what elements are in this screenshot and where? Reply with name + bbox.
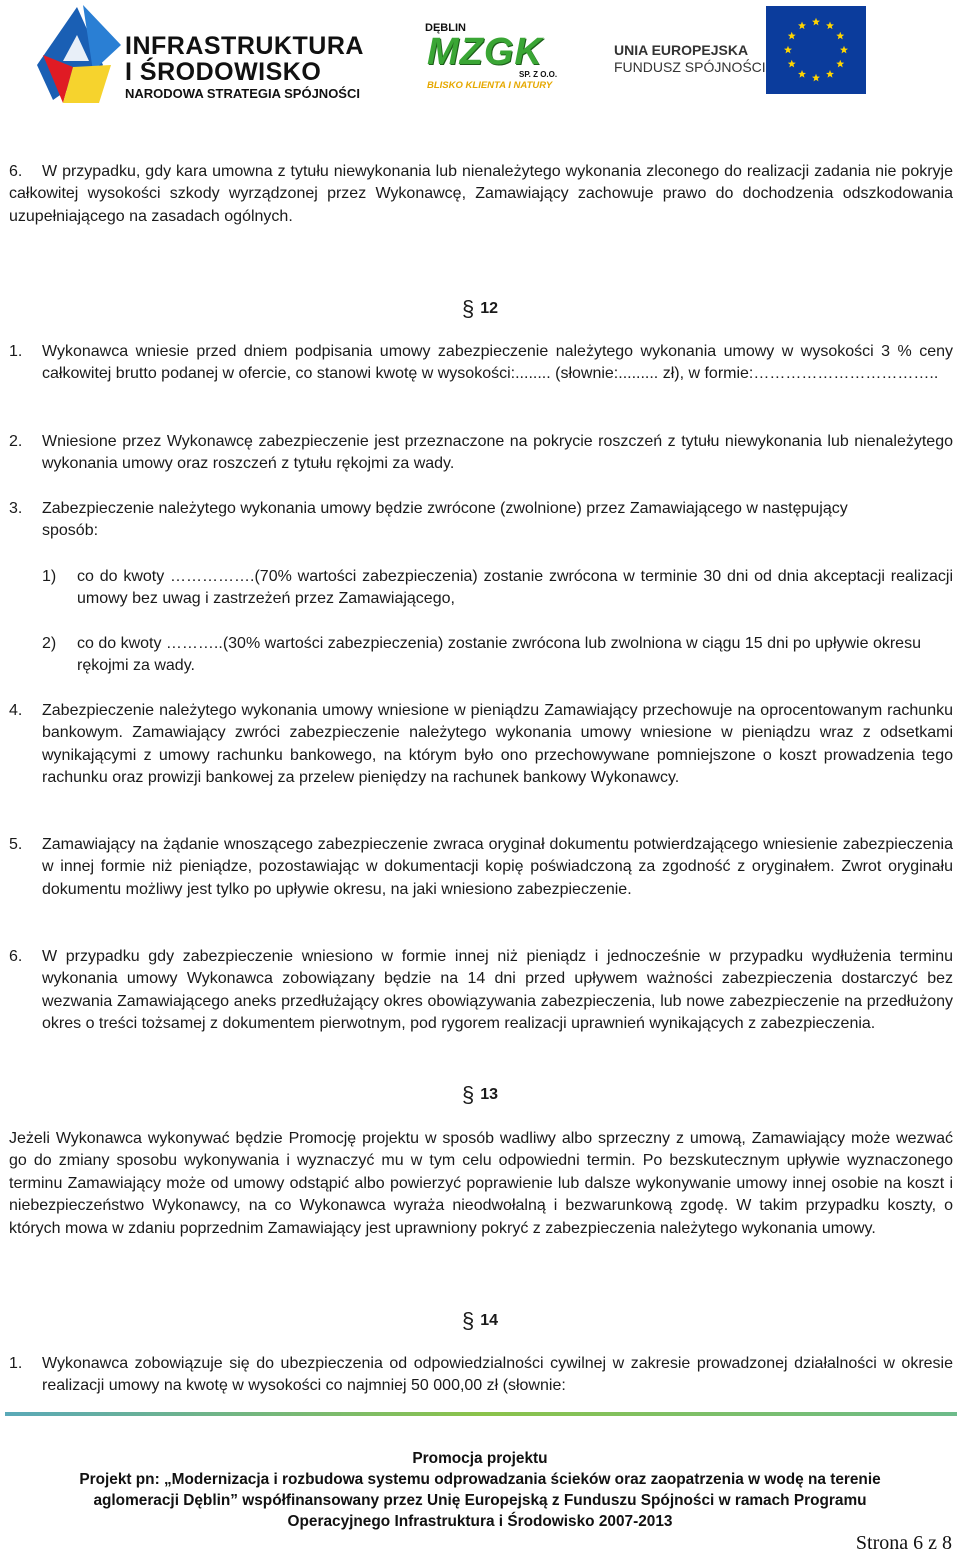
footer-line3: aglomeracji Dęblin” współfinansowany przez Unię Europejską z Funduszu Spójności w ramach Programu xyxy=(93,1492,867,1509)
paragraph-number: 2) xyxy=(42,635,57,652)
logo-is-line3: NARODOWA STRATEGIA SPÓJNOŚCI xyxy=(125,86,360,101)
logo-ue-line1: UNIA EUROPEJSKA xyxy=(614,42,749,58)
paragraph-12-5 xyxy=(9,834,953,901)
paragraph-6-penalty xyxy=(9,161,953,228)
section-number: 14 xyxy=(480,1312,499,1329)
footer-line4: Operacyjnego Infrastruktura i Środowisko 2007-2013 xyxy=(287,1513,673,1530)
paragraph-number: 1) xyxy=(42,568,57,585)
logo-mzgk-top: DĘBLIN xyxy=(425,22,466,34)
paragraph-text: W przypadku gdy zabezpieczenie wniesiono w formie innej niż pieniądz i jednocześnie w przypadku wydłużenia terminu wykonania umowy Wykonawca zobowiązany będzie na 14 dni przed upływem ważności zabezpieczenia dostarczyć bez wezwania Zamawiającego aneks przedłużający okres obowiązywania zabezpieczenia, lub nowe zabezpieczenie na przedłużony okres o treści tożsamej z dokumentem pierwotnym, pod rygorem realizacji uprawnień wynikających z zabezpieczenia. xyxy=(42,948,953,1033)
paragraph-text: co do kwoty …………….(70% wartości zabezpieczenia) zostanie zwrócona w terminie 30 dni od dnia akceptacji realizacji umowy bez uwag i zastrzeżeń przez Zamawiającego, xyxy=(77,568,953,608)
paragraph-14-1 xyxy=(9,1353,953,1398)
paragraph-number: 3. xyxy=(9,500,23,517)
eu-flag-icon xyxy=(766,6,866,94)
eu-star-icon xyxy=(826,70,834,78)
paragraph-12-4 xyxy=(9,700,953,790)
footer-line2: Projekt pn: „Modernizacja i rozbudowa systemu odprowadzania ścieków oraz zaopatrzenia w wodę na terenie xyxy=(79,1471,881,1488)
eu-star-icon xyxy=(798,70,806,78)
infrastruktura-srodowisko-logo xyxy=(33,5,363,105)
section-number: 12 xyxy=(480,300,499,317)
paragraph-13 xyxy=(9,1128,953,1240)
paragraph-text: Wykonawca wniesie przed dniem podpisania umowy zabezpieczenie należytego wykonania umowy w wysokości 3 % ceny całkowitej brutto podanej w ofercie, co stanowi kwotę w wysokości:........ (słownie:......... zł), w formie:…………………………….. xyxy=(42,343,953,383)
eu-star-icon xyxy=(798,22,806,30)
paragraph-text: W przypadku, gdy kara umowna z tytułu niewykonania lub nienależytego wykonania zleconego do realizacji zadania nie pokryje całkowitej wysokości szkody wyrządzonej przez Wykonawcę, Zamawiający zachowuje prawo do dochodzenia odszkodowania uzupełniającego na zasadach ogólnych. xyxy=(9,163,953,225)
page-number: Strona 6 z 8 xyxy=(855,1532,952,1554)
paragraph-text: Zabezpieczenie należytego wykonania umowy wniesione w pieniądzu Zamawiający przechowuje na oprocentowanym rachunku bankowym. Zamawiający zwróci zabezpieczenie należytego wykonania umowy wniesione w pieniądzu wraz z odsetkami wynikającymi z umowy rachunku bankowego, na którym było ono przechowywane pomniejszone o koszt prowadzenia tego rachunku oraz prowizji bankowej za przelew pieniędzy na rachunek bankowy Wykonawcy. xyxy=(42,702,953,787)
paragraph-text: co do kwoty ………..(30% wartości zabezpieczenia) zostanie zwrócona lub zwolniona w ciągu 15 dni po upływie okresu rękojmi za wady. xyxy=(77,635,921,675)
paragraph-12-3 xyxy=(9,498,953,543)
page-footer xyxy=(0,1448,960,1532)
section-symbol: § xyxy=(461,296,475,321)
paragraph-number: 5. xyxy=(9,836,23,853)
paragraph-number: 6. xyxy=(9,163,23,180)
section-number: 13 xyxy=(480,1086,499,1103)
logo-is-line1: INFRASTRUKTURA xyxy=(125,32,364,60)
paragraph-12-6 xyxy=(9,946,953,1036)
paragraph-text: Wniesione przez Wykonawcę zabezpieczenie jest przeznaczone na pokrycie roszczeń z tytułu niewykonania lub nienależytego wykonania umowy oraz roszczeń z tytułu rękojmi za wady. xyxy=(42,433,953,473)
paragraph-text: Wykonawca zobowiązuje się do ubezpieczenia od odpowiedzialności cywilnej w zakresie prowadzonej działalności w okresie realizacji umowy na kwotę w wysokości co najmniej 50 000,00 zł (słownie: xyxy=(42,1355,953,1395)
eu-star-icon xyxy=(784,46,792,54)
eu-star-icon xyxy=(788,32,796,40)
unia-europejska-logo xyxy=(614,6,866,94)
page-header xyxy=(0,0,960,110)
section-symbol: § xyxy=(461,1308,475,1333)
subparagraph-12-3-1 xyxy=(42,566,953,611)
paragraph-number: 6. xyxy=(9,948,23,965)
paragraph-number: 1. xyxy=(9,1355,23,1372)
paragraph-number: 2. xyxy=(9,433,23,450)
eu-star-icon xyxy=(812,18,820,26)
paragraph-number: 1. xyxy=(9,343,23,360)
star-emblem-icon xyxy=(33,5,121,105)
eu-star-icon xyxy=(788,60,796,68)
logo-mzgk-main: MZGK xyxy=(427,31,543,73)
paragraph-text: Jeżeli Wykonawca wykonywać będzie Promocję projektu w sposób wadliwy albo sprzeczny z umową, Zamawiający może wezwać go do zmiany sposobu wykonywania i wyznaczyć mu w tym celu odpowiedni termin. Po bezskutecznym upływie wyznaczonego terminu Zamawiający może od umowy odstąpić albo powierzyć poprawienie lub dalsze wykonywanie umowy innej osobie na koszt i niebezpieczeństwo Wykonawcy, na co Wykonawca wyraża nieodwołalną i bezwarunkową zgodę. W takim przypadku koszty, o których mowa w zdaniu poprzednim Zamawiający jest uprawniony pokryć z zabezpieczenia należytego wykonania umowy. xyxy=(9,1130,953,1237)
paragraph-number: 4. xyxy=(9,702,23,719)
paragraph-12-1 xyxy=(9,341,953,386)
eu-star-icon xyxy=(840,46,848,54)
logo-ue-line2: FUNDUSZ SPÓJNOŚCI xyxy=(614,59,766,75)
eu-star-icon xyxy=(826,22,834,30)
section-symbol: § xyxy=(461,1082,475,1107)
section-heading-14 xyxy=(0,1308,960,1334)
eu-star-icon xyxy=(812,74,820,82)
subparagraph-12-3-2 xyxy=(42,633,953,678)
paragraph-12-2 xyxy=(9,431,953,476)
footer-line1: Promocja projektu xyxy=(412,1450,548,1467)
footer-divider xyxy=(5,1412,957,1416)
paragraph-text: Zamawiający na żądanie wnoszącego zabezpieczenie zwraca oryginał dokumentu potwierdzającego wniesienie zabezpieczenia w innej formie niż pieniądze, pozostawiając w dokumentacji kopię poświadczoną za zgodność z oryginałem. Zwrot oryginału dokumentu możliwy jest tylko po upływie okresu, na jaki wniesiono zabezpieczenie. xyxy=(42,836,953,898)
mzgk-deblin-logo xyxy=(425,22,565,94)
logo-is-line2: I ŚRODOWISKO xyxy=(125,58,322,86)
logo-mzgk-slogan: BLISKO KLIENTA I NATURY xyxy=(427,80,553,91)
logo-mzgk-sp: SP. Z O.O. xyxy=(519,70,558,79)
section-heading-12 xyxy=(0,296,960,322)
eu-star-icon xyxy=(836,32,844,40)
eu-star-icon xyxy=(836,60,844,68)
section-heading-13 xyxy=(0,1082,960,1108)
paragraph-text: Zabezpieczenie należytego wykonania umowy będzie zwrócone (zwolnione) przez Zamawiającego w następujący sposób: xyxy=(42,500,848,540)
